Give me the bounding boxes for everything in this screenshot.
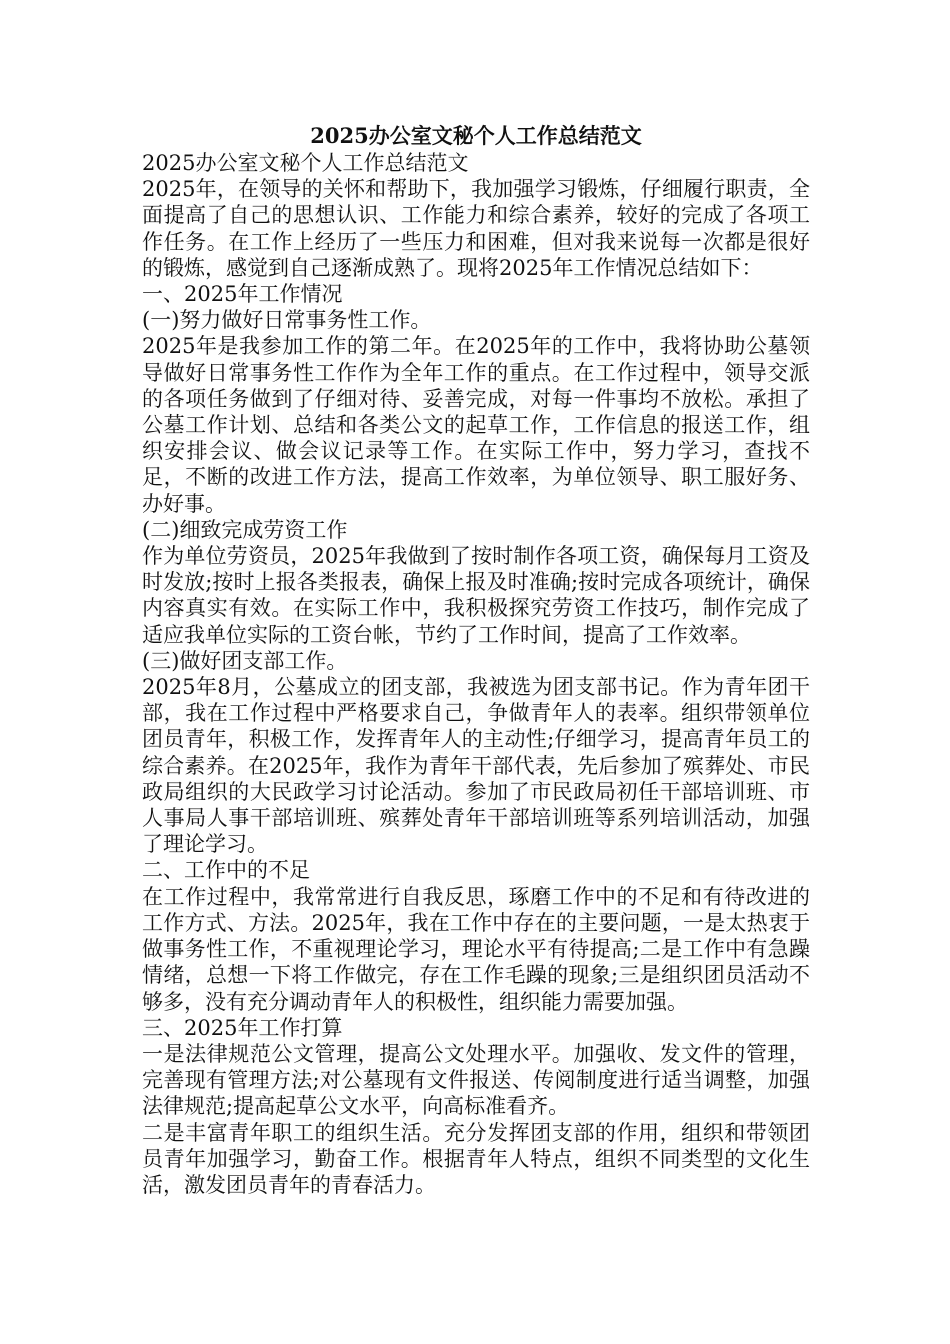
body-paragraph: 一是法律规范公文管理，提高公文处理水平。加强收、发文件的管理，完善现有管理方法;对公墓现有文件报送、传阅制度进行适当调整，加强法律规范;提高起草公文水平，向高标准看齐。 (142, 1041, 810, 1119)
subsection-heading-1-2: (二)细致完成劳资工作 (142, 517, 348, 542)
document-body (142, 150, 810, 1198)
section-heading-2: 二、工作中的不足 (142, 858, 310, 883)
section-heading-1: 一、2025年工作情况 (142, 282, 343, 307)
subsection-heading-1-1: (一)努力做好日常事务性工作。 (142, 308, 432, 333)
subsection-heading-1-3: (三)做好团支部工作。 (142, 648, 348, 673)
body-paragraph: 2025年8月，公墓成立的团支部，我被选为团支部书记。作为青年团干部，我在工作过程中严格要求自己，争做青年人的表率。组织带领单位团员青年，积极工作，发挥青年人的主动性;仔细学习，提高青年员工的综合素养。在2025年，我作为青年干部代表，先后参加了殡葬处、市民政局组织的大民政学习讨论活动。参加了市民政局初任干部培训班、市人事局人事干部培训班、殡葬处青年干部培训班等系列培训活动，加强了理论学习。 (142, 675, 810, 857)
document-page (142, 122, 810, 1198)
body-paragraph: 在工作过程中，我常常进行自我反思，琢磨工作中的不足和有待改进的工作方式、方法。2025年，我在工作中存在的主要问题，一是太热衷于做事务性工作，不重视理论学习，理论水平有待提高;二是工作中有急躁情绪，总想一下将工作做完，存在工作毛躁的现象;三是组织团员活动不够多，没有充分调动青年人的积极性，组织能力需要加强。 (142, 884, 810, 1014)
subtitle-paragraph: 2025办公室文秘个人工作总结范文 (142, 151, 469, 175)
document-title: 2025办公室文秘个人工作总结范文 (310, 123, 642, 148)
intro-paragraph: 2025年，在领导的关怀和帮助下，我加强学习锻炼，仔细履行职责，全面提高了自己的思想认识、工作能力和综合素养，较好的完成了各项工作任务。在工作上经历了一些压力和困难，但对我来说每一次都是很好的锻炼，感觉到自己逐渐成熟了。现将2025年工作情况总结如下： (142, 177, 810, 280)
body-paragraph: 2025年是我参加工作的第二年。在2025年的工作中，我将协助公墓领导做好日常事务性工作作为全年工作的重点。在工作过程中，领导交派的各项任务做到了仔细对待、妥善完成，对每一件事均不放松。承担了公墓工作计划、总结和各类公文的起草工作，工作信息的报送工作，组织安排会议、做会议记录等工作。在实际工作中，努力学习，查找不足，不断的改进工作方法，提高工作效率，为单位领导、职工服好务、办好事。 (142, 334, 810, 516)
section-heading-3: 三、2025年工作打算 (142, 1015, 343, 1040)
body-paragraph: 二是丰富青年职工的组织生活。充分发挥团支部的作用，组织和带领团员青年加强学习，勤奋工作。根据青年人特点，组织不同类型的文化生活，激发团员青年的青春活力。 (142, 1120, 810, 1197)
body-paragraph: 作为单位劳资员，2025年我做到了按时制作各项工资，确保每月工资及时发放;按时上报各类报表，确保上报及时准确;按时完成各项统计，确保内容真实有效。在实际工作中，我积极探究劳资工作技巧，制作完成了适应我单位实际的工资台帐，节约了工作时间，提高了工作效率。 (142, 544, 810, 647)
